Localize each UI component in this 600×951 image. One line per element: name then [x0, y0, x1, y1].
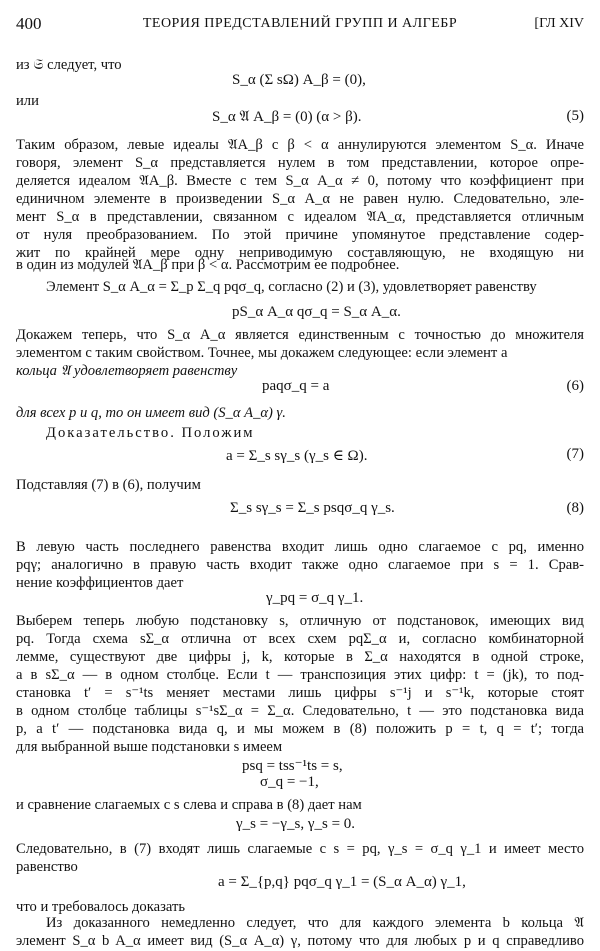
text-line: элементом с таким свойством. Точнее, мы докажем следующее: если элемент a	[16, 345, 508, 361]
text-line: pq. Тогда схема sΣ_α отлична от всех схем pqΣ_α и, согласно комбинаторной	[16, 631, 584, 647]
text-line: Выберем теперь любую подстановку s, отличную от подстановок, имеющих вид	[16, 613, 584, 629]
formula-line: γ_pq = σ_q γ_1.	[266, 590, 364, 606]
text-line: Доказательство. Положим	[46, 425, 255, 441]
equation-number: (8)	[566, 500, 584, 516]
text-line: а в sΣ_α — в одном столбце. Если t — транспозиция этих цифр: t = (jk), то под-	[16, 667, 584, 683]
equation-number: (5)	[566, 108, 584, 124]
text-line: мент S_α в представлении, связанном с идеалом 𝔄A_α, представляется отличным	[16, 209, 584, 225]
text-line: Элемент S_α A_α = Σ_p Σ_q pqσ_q, согласно (2) и (3), удовлетворяет равенству	[46, 279, 537, 295]
text-line: Докажем теперь, что S_α A_α является единственным с точностью до множителя	[16, 327, 584, 343]
formula-line: a = Σ_s sγ_s (γ_s ∈ Ω).	[226, 448, 368, 464]
text-line: что и требовалось доказать	[16, 899, 185, 915]
text-line: кольца 𝔄 удовлетворяет равенству	[16, 363, 238, 379]
text-line: в один из модулей 𝔄A_β при β < α. Рассмотрим ее подробнее.	[16, 257, 400, 273]
formula-line: σ_q = −1,	[260, 774, 319, 790]
equation-number: (6)	[566, 378, 584, 394]
text-line: p, а t′ — подстановка вида q, и мы можем в (8) положить p = t, q = t′; тогда	[16, 721, 584, 737]
text-line: Таким образом, левые идеалы 𝔄A_β с β < α аннулируются элементом S_α. Иначе	[16, 137, 584, 153]
text-line: единичном элементе в произведении S_α A_α не равен нулю. Следовательно, эле-	[16, 191, 584, 207]
text-line: для выбранной выше подстановки s имеем	[16, 739, 283, 755]
text-line: Следовательно, в (7) входят лишь слагаемые с s = pq, γ_s = σ_q γ_1 и имеет место	[16, 841, 584, 857]
chapter-label: [ГЛ XIV	[534, 16, 584, 31]
formula-line: psq = tss⁻¹ts = s,	[242, 758, 343, 774]
formula-line: pS_α A_α qσ_q = S_α A_α.	[232, 304, 401, 320]
text-line: или	[16, 93, 39, 109]
text-line: жит по крайней мере одну неприводимую составляющую, не входящую ни	[16, 245, 584, 261]
formula-line: γ_s = −γ_s, γ_s = 0.	[236, 816, 356, 832]
text-line: pqγ; аналогично в правую часть входит также одно слагаемое при s = 1. Срав-	[16, 557, 584, 573]
text-line: деляется идеалом 𝔄A_β. Вместе с тем S_α A_α ≠ 0, потому что коэффициент при	[16, 173, 584, 189]
text-line: и сравнение слагаемых с s слева и справа в (8) дает нам	[16, 797, 362, 813]
equation-number: (7)	[566, 446, 584, 462]
formula-line: a = Σ_{p,q} pqσ_q γ_1 = (S_α A_α) γ_1,	[218, 874, 466, 890]
text-line: говоря, элемент S_α представляется нулем в том представлении, которое опре-	[16, 155, 584, 171]
text-line: Из доказанного немедленно следует, что для каждого элемента b кольца 𝔄	[46, 915, 584, 931]
formula-line: Σ_s sγ_s = Σ_s psqσ_q γ_s.	[230, 500, 395, 516]
text-line: нение коэффициентов дает	[16, 575, 184, 591]
text-line: от нуля преобразованием. По этой причине упомянутое представление содер-	[16, 227, 584, 243]
page-header	[16, 14, 584, 36]
formula-line: S_α (Σ sΩ) A_β = (0),	[232, 72, 366, 88]
text-line: в одном столбце таблицы s⁻¹sΣ_α = Σ_α. Следовательно, t — это подстановка вида	[16, 703, 584, 719]
text-line: становка t′ = s⁻¹ts меняет местами лишь цифры s⁻¹j и s⁻¹k, которые стоят	[16, 685, 584, 701]
text-line: из 𝔖 следует, что	[16, 57, 122, 73]
text-line: лемме, существуют две цифры j, k, которые в Σ_α находятся в одной строке,	[16, 649, 584, 665]
text-line: В левую часть последнего равенства входит лишь одно слагаемое с pq, именно	[16, 539, 584, 555]
text-line: равенство	[16, 859, 78, 875]
formula-line: S_α 𝔄 A_β = (0) (α > β).	[212, 109, 362, 125]
text-line: элемент S_α b A_α имеет вид (S_α A_α) γ, потому что для любых p и q справедливо	[16, 933, 584, 949]
text-line: для всех p и q, то он имеет вид (S_α A_α) γ.	[16, 405, 286, 421]
page-number: 400	[16, 14, 42, 33]
running-title: ТЕОРИЯ ПРЕДСТАВЛЕНИЙ ГРУПП И АЛГЕБР	[142, 16, 458, 31]
text-line: Подставляя (7) в (6), получим	[16, 477, 201, 493]
formula-line: paqσ_q = a	[262, 378, 330, 394]
